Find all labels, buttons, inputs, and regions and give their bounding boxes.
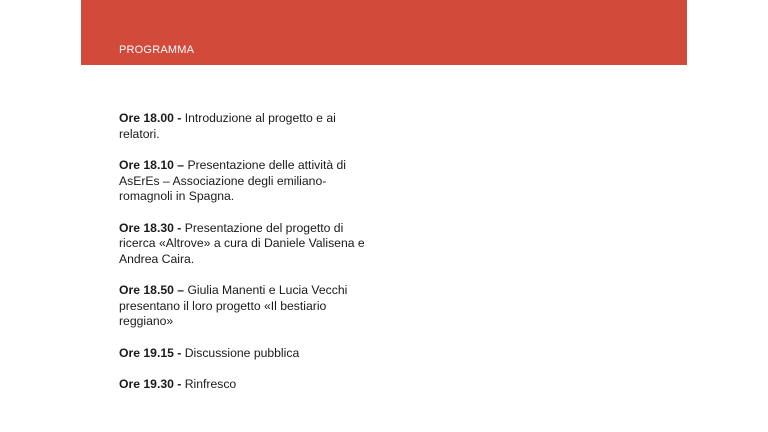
agenda-text: Presentazione delle attività di AsErEs – Associazione degli emiliano-romagnoli in Spagna.	[119, 158, 346, 203]
agenda-text: Giulia Manenti e Lucia Vecchi presentano il loro progetto «Il bestiario reggiano»	[119, 283, 348, 328]
agenda-text: Discussione pubblica	[184, 345, 300, 360]
agenda-item	[119, 221, 369, 268]
agenda-time: Ore 18.30 -	[119, 220, 182, 235]
agenda-time: Ore 18.00 -	[119, 111, 182, 125]
page-title: PROGRAMMA	[119, 44, 195, 56]
agenda-item	[119, 158, 369, 205]
agenda-text: Rinfresco	[184, 377, 237, 391]
agenda-item	[119, 283, 369, 330]
agenda-item	[119, 111, 369, 142]
header-band	[81, 0, 687, 65]
agenda-text: Presentazione del progetto di ricerca «Altrove» a cura di Daniele Valisena e Andrea Caira.	[119, 220, 365, 266]
agenda-time: Ore 18.50 –	[119, 283, 185, 297]
agenda-item	[119, 377, 369, 393]
agenda-time: Ore 18.10 –	[119, 158, 185, 172]
agenda-time: Ore 19.15 -	[119, 345, 182, 360]
agenda-item	[119, 346, 369, 362]
agenda-time: Ore 19.30 -	[119, 377, 182, 391]
agenda-list	[119, 111, 369, 393]
agenda-text: Introduzione al progetto e ai relatori.	[119, 111, 336, 141]
